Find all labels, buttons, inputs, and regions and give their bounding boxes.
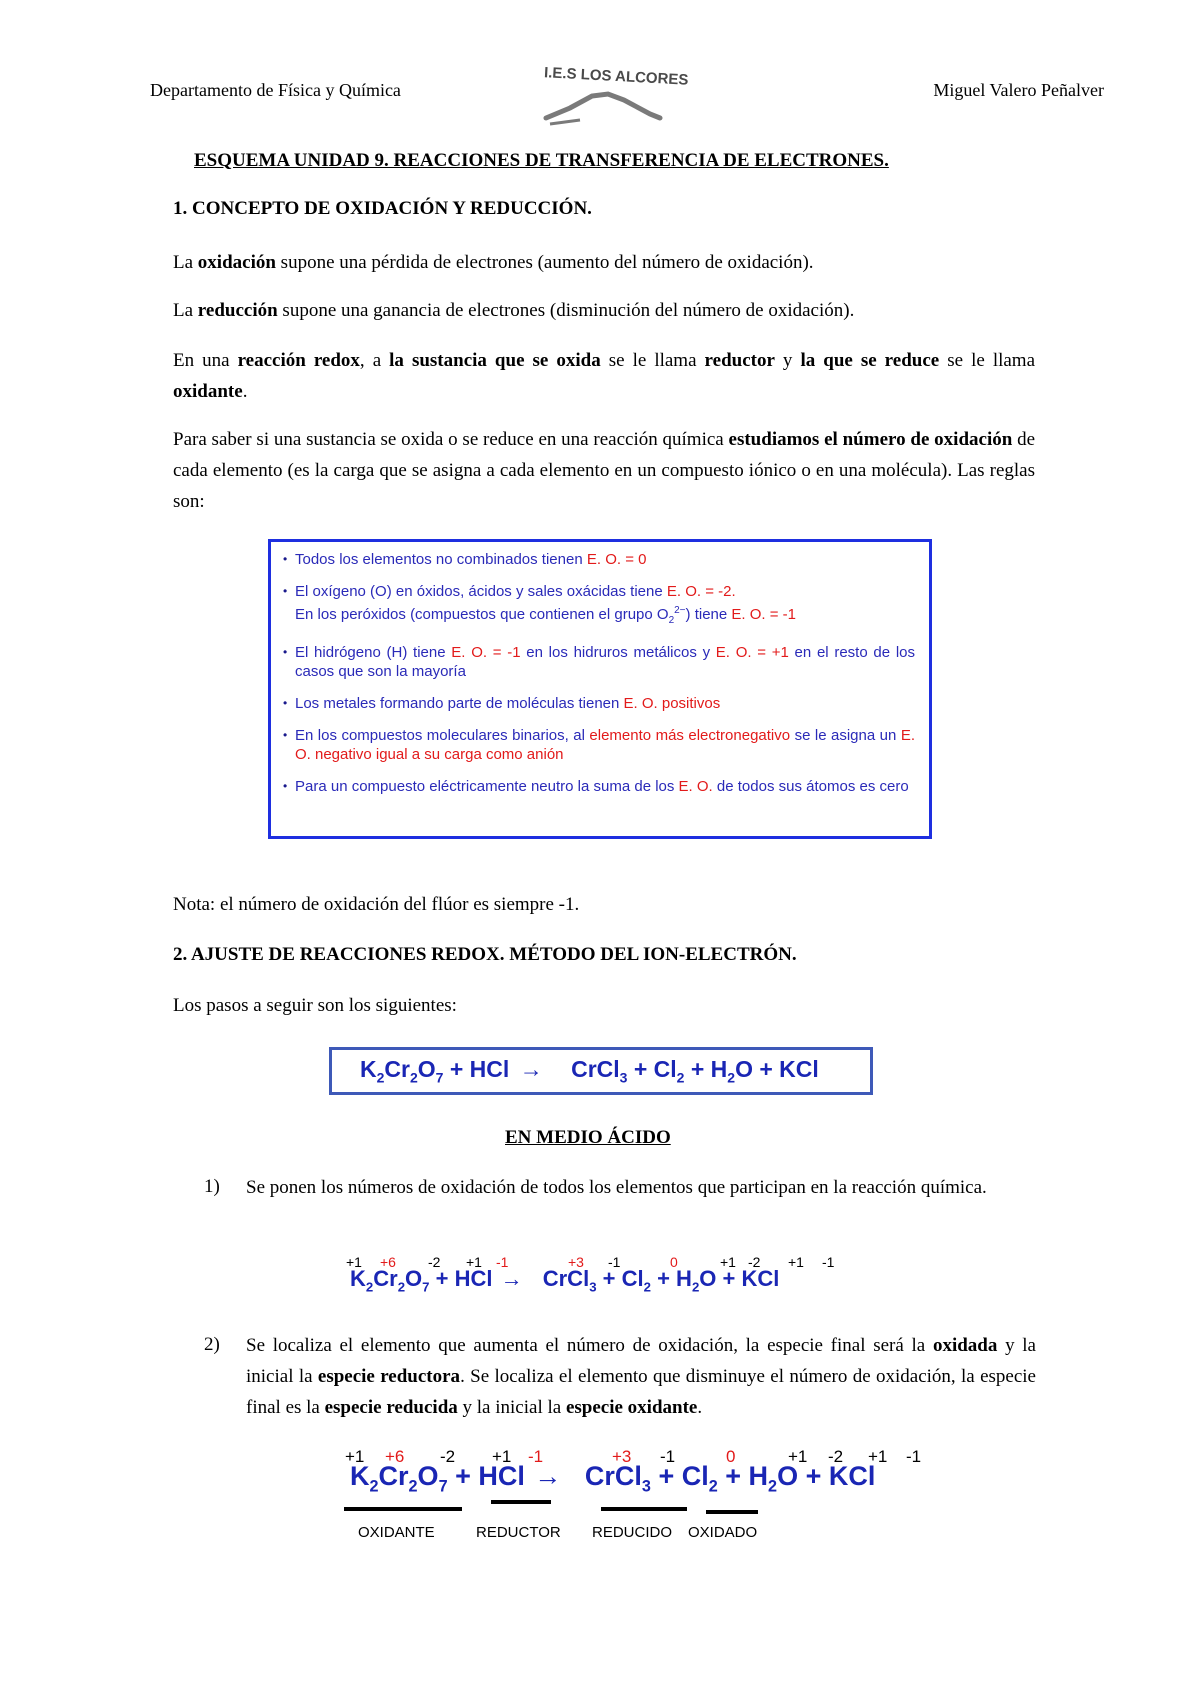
oxidation-number: -2 xyxy=(748,1254,761,1270)
redox-definition: En una reacción redox, a la sustancia que se oxida se le llama reductor y la que se reduce se le llama oxidante. xyxy=(173,350,1036,402)
oxidation-number: +3 xyxy=(612,1447,632,1466)
oxidation-number: +1 xyxy=(346,1254,362,1270)
logo-text: I.E.S LOS ALCORES xyxy=(543,64,689,89)
reaction-equation-box xyxy=(329,1047,873,1095)
equation-with-oxidation-numbers: $K_2Cr_2O_7$ + HCl → CrCl$_3$ + $Cl_2 + H_2O$ + KCl xyxy=(350,1266,780,1295)
underline-oxidant xyxy=(344,1507,462,1511)
label-oxidante: OXIDANTE xyxy=(358,1524,435,1541)
header-right: Miguel Valero Peñalver xyxy=(933,80,1104,100)
oxidation-number: 0 xyxy=(726,1447,736,1466)
rule-item: • El hidrógeno (H) tiene E. O. = -1 en los hidruros metálicos y E. O. = +1 en el resto de los casos que son la mayoría xyxy=(283,644,915,680)
oxidation-number: -2 xyxy=(440,1447,456,1466)
oxidation-number-intro: Para saber si una sustancia se oxida o se reduce en una reacción química estudiamos el número de oxidación de cada elemento (es la carga que se asigna a cada elemento en un compuesto iónico o en una molécula). Las reglas son: xyxy=(173,429,1036,512)
rule-item: • Para un compuesto eléctricamente neutro la suma de los E. O. de todos sus átomos es cero xyxy=(283,778,909,795)
fluorine-note: Nota: el número de oxidación del flúor es siempre -1. xyxy=(173,894,580,915)
oxidation-number: +3 xyxy=(568,1254,584,1270)
rule-item: • El oxígeno (O) en óxidos, ácidos y sales oxácidas tiene E. O. = -2. En los peróxidos (compuestos que contienen el grupo $O_2^{2-}$) tiene E. O. = -1 xyxy=(283,582,915,630)
oxidation-number: -1 xyxy=(528,1447,544,1466)
school-logo xyxy=(540,62,689,132)
oxidation-number: -1 xyxy=(496,1254,509,1270)
step-number: 2) xyxy=(204,1334,220,1355)
underline-reductor xyxy=(491,1500,551,1504)
rule-item: • Los metales formando parte de moléculas tienen E. O. positivos xyxy=(283,695,721,712)
steps-intro: Los pasos a seguir son los siguientes: xyxy=(173,995,457,1016)
bullet-icon: • xyxy=(283,728,288,742)
reduction-definition: La reducción supone una ganancia de electrones (disminución del número de oxidación). xyxy=(173,300,855,321)
underline-oxidized xyxy=(706,1510,758,1514)
oxidation-number: 0 xyxy=(670,1254,678,1270)
bullet-icon: • xyxy=(283,645,288,659)
oxidation-number: +1 xyxy=(868,1447,888,1466)
acid-medium-heading: EN MEDIO ÁCIDO xyxy=(505,1127,671,1148)
underline-reduced xyxy=(601,1507,687,1511)
section1-heading: 1. CONCEPTO DE OXIDACIÓN Y REDUCCIÓN. xyxy=(173,198,592,219)
oxidation-number: +1 xyxy=(345,1447,365,1466)
oxidation-number: -1 xyxy=(608,1254,621,1270)
oxidation-number: -1 xyxy=(906,1447,922,1466)
bullet-icon: • xyxy=(283,552,288,566)
oxidation-number: +1 xyxy=(466,1254,482,1270)
oxidation-definition: La oxidación supone una pérdida de electrones (aumento del número de oxidación). xyxy=(173,252,814,273)
oxidation-number: +1 xyxy=(788,1254,804,1270)
oxidation-number: +1 xyxy=(492,1447,512,1466)
step1-text: Se ponen los números de oxidación de todos los elementos que participan en la reacción química. xyxy=(246,1177,987,1198)
equation-with-species-labels: $K_2Cr_2O_7$ + HCl → CrCl$_3$ + $Cl_2 + H_2O$ + KCl xyxy=(350,1461,876,1496)
step2-text: Se localiza el elemento que aumenta el número de oxidación, la especie final será la oxidada y la inicial la especie reductora. Se localiza el elemento que disminuye el número de oxidación, la especie final es la especie reducida y la inicial la especie oxidante. xyxy=(246,1335,1036,1418)
section2-heading: 2. AJUSTE DE REACCIONES REDOX. MÉTODO DEL ION-ELECTRÓN. xyxy=(173,944,797,965)
page-title: ESQUEMA UNIDAD 9. REACCIONES DE TRANSFERENCIA DE ELECTRONES. xyxy=(194,150,889,171)
label-reducido: REDUCIDO xyxy=(592,1524,673,1541)
oxidation-number: -1 xyxy=(660,1447,676,1466)
label-oxidado: OXIDADO xyxy=(688,1524,758,1541)
oxidation-number: +1 xyxy=(720,1254,736,1270)
oxidation-number: +6 xyxy=(380,1254,396,1270)
oxidation-number: +1 xyxy=(788,1447,808,1466)
step-number: 1) xyxy=(204,1176,220,1197)
rule-item: • Todos los elementos no combinados tienen E. O. = 0 xyxy=(283,551,647,568)
label-reductor: REDUCTOR xyxy=(476,1524,561,1541)
rule-item: • En los compuestos moleculares binarios, al elemento más electronegativo se le asigna un E. O. negativo igual a su carga como anión xyxy=(283,727,915,763)
header-left: Departamento de Física y Química xyxy=(150,80,401,100)
equation-text: $K_2Cr_2O_7$ + HCl → CrCl$_3$ + $Cl_2 + H_2O$ + KCl xyxy=(360,1056,819,1086)
oxidation-number: -2 xyxy=(828,1447,844,1466)
bullet-icon: • xyxy=(283,696,288,710)
bullet-icon: • xyxy=(283,779,288,793)
oxidation-rules-box xyxy=(268,539,932,839)
bullet-icon: • xyxy=(283,584,288,598)
oxidation-number: -2 xyxy=(428,1254,441,1270)
oxidation-number: -1 xyxy=(822,1254,835,1270)
oxidation-number: +6 xyxy=(385,1447,405,1466)
